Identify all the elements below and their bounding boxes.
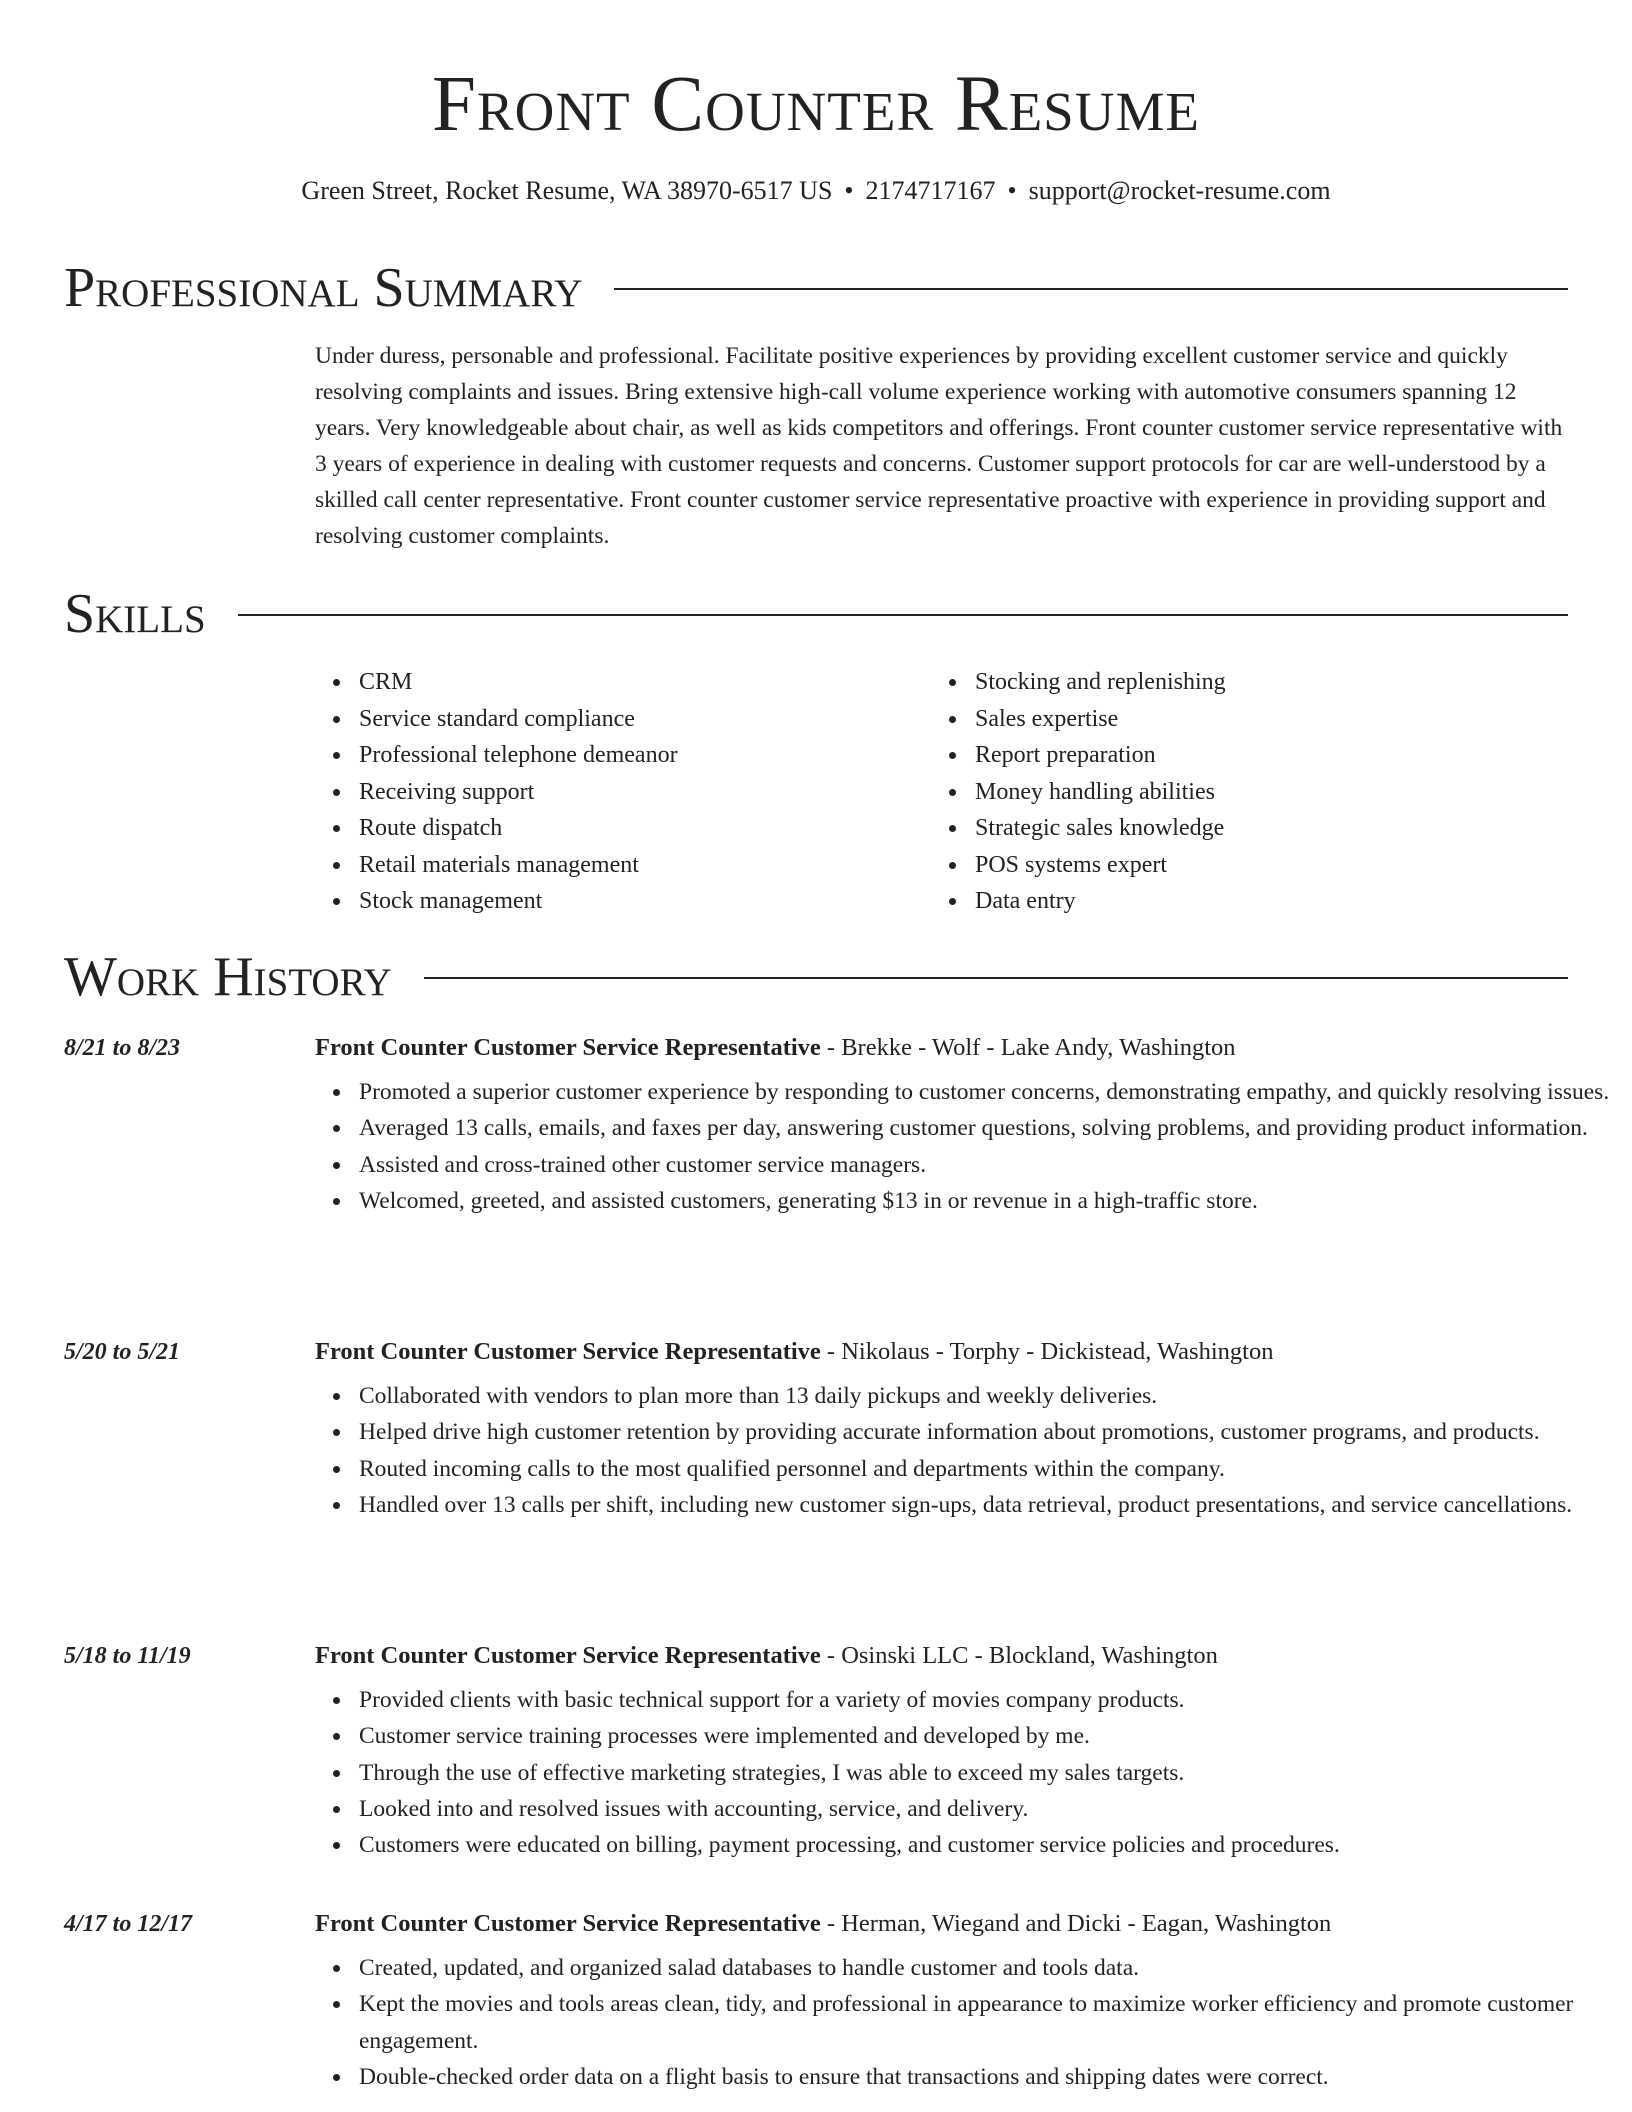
job-company: - Osinski LLC - Blockland, Washington — [820, 1642, 1218, 1669]
job-dates: 8/21 to 8/23 — [64, 1035, 181, 1061]
summary-title: Professional Summary — [64, 257, 583, 319]
skill-item: Report preparation — [975, 737, 1226, 774]
job-header — [315, 1030, 1236, 1066]
section-divider — [424, 977, 1568, 979]
job-bullet: Averaged 13 calls, emails, and faxes per day, answering customer questions, solving problems, and providing product information. — [359, 1110, 1632, 1146]
work-section-header — [64, 947, 1568, 1007]
job-header — [315, 1334, 1273, 1370]
job-header — [315, 1906, 1331, 1942]
job-bullet: Assisted and cross-trained other customer service managers. — [359, 1147, 1632, 1183]
job-company: - Nikolaus - Torphy - Dickistead, Washington — [820, 1338, 1274, 1365]
job-bullet: Routed incoming calls to the most qualified personnel and departments within the company. — [359, 1451, 1632, 1487]
job-bullet: Double-checked order data on a flight basis to ensure that transactions and shipping dates were correct. — [359, 2059, 1632, 2095]
summary-section-header — [64, 258, 1568, 318]
job-dates: 5/20 to 5/21 — [64, 1339, 181, 1365]
job-company: - Brekke - Wolf - Lake Andy, Washington — [820, 1034, 1236, 1061]
contact-line — [0, 174, 1632, 208]
work-title: Work History — [64, 946, 392, 1008]
job-dates: 5/18 to 11/19 — [64, 1643, 191, 1669]
job-bullet: Provided clients with basic technical support for a variety of movies company products. — [359, 1682, 1632, 1718]
skill-item: Service standard compliance — [359, 701, 678, 738]
contact-phone: 2174717167 — [865, 176, 996, 205]
skill-item: Data entry — [975, 883, 1226, 920]
job-bullet: Customers were educated on billing, payment processing, and customer service policies and procedures. — [359, 1827, 1632, 1863]
resume-name: Front Counter Resume — [432, 61, 1200, 148]
skills-title: Skills — [64, 583, 206, 645]
job-bullet: Customer service training processes were implemented and developed by me. — [359, 1718, 1632, 1754]
job-bullets — [315, 1074, 1632, 1219]
skill-item: Route dispatch — [359, 810, 678, 847]
job-bullet: Created, updated, and organized salad databases to handle customer and tools data. — [359, 1950, 1632, 1986]
job-bullet: Kept the movies and tools areas clean, tidy, and professional in appearance to maximize worker efficiency and promote customer engagement. — [359, 1986, 1632, 2059]
contact-separator: • — [844, 176, 854, 205]
job-bullet: Welcomed, greeted, and assisted customers, generating $13 in or revenue in a high-traffic store. — [359, 1183, 1632, 1219]
job-bullets — [315, 1950, 1632, 2095]
section-divider — [614, 288, 1568, 290]
skills-list-left — [315, 664, 678, 920]
job-bullet: Looked into and resolved issues with accounting, service, and delivery. — [359, 1791, 1632, 1827]
skill-item: Strategic sales knowledge — [975, 810, 1226, 847]
job-bullet: Handled over 13 calls per shift, including new customer sign-ups, data retrieval, product presentations, and service cancellations. — [359, 1487, 1632, 1523]
skill-item: Receiving support — [359, 774, 678, 811]
skill-item: Sales expertise — [975, 701, 1226, 738]
job-bullets — [315, 1378, 1632, 1523]
section-divider — [238, 614, 1568, 616]
skill-item: Stock management — [359, 883, 678, 920]
skills-section-header — [64, 584, 1568, 644]
job-bullet: Collaborated with vendors to plan more than 13 daily pickups and weekly deliveries. — [359, 1378, 1632, 1414]
contact-address: Green Street, Rocket Resume, WA 38970-6517 US — [301, 176, 833, 205]
job-title: Front Counter Customer Service Representative — [315, 1910, 821, 1937]
skill-item: Retail materials management — [359, 847, 678, 884]
skill-item: Stocking and replenishing — [975, 664, 1226, 701]
skill-item: POS systems expert — [975, 847, 1226, 884]
job-bullet: Promoted a superior customer experience by responding to customer concerns, demonstrating empathy, and quickly resolving issues. — [359, 1074, 1632, 1110]
contact-separator: • — [1007, 176, 1017, 205]
job-title: Front Counter Customer Service Representative — [315, 1034, 821, 1061]
skill-item: Money handling abilities — [975, 774, 1226, 811]
job-title: Front Counter Customer Service Representative — [315, 1338, 821, 1365]
job-bullet: Helped drive high customer retention by providing accurate information about promotions, customer programs, and products. — [359, 1414, 1632, 1450]
skill-item: CRM — [359, 664, 678, 701]
job-bullet: Through the use of effective marketing strategies, I was able to exceed my sales targets. — [359, 1755, 1632, 1791]
job-header — [315, 1638, 1218, 1674]
job-title: Front Counter Customer Service Representative — [315, 1642, 821, 1669]
summary-text: Under duress, personable and professional. Facilitate positive experiences by providing excellent customer service and quickly resolving complaints and issues. Bring extensive high-call volume experience working with automotive consumers spanning 12 years. Very knowledgeable about chair, as well as kids competitors and offerings. Front counter customer service representative with 3 years of experience in dealing with customer requests and concerns. Customer support protocols for car are well-understood by a skilled call center representative. Front counter customer service representative proactive with experience in providing support and resolving customer complaints. — [315, 343, 1563, 549]
job-company: - Herman, Wiegand and Dicki - Eagan, Washington — [820, 1910, 1332, 1937]
skill-item: Professional telephone demeanor — [359, 737, 678, 774]
job-dates: 4/17 to 12/17 — [64, 1911, 193, 1937]
skills-list-right — [931, 664, 1226, 920]
contact-email: support@rocket-resume.com — [1028, 176, 1331, 205]
job-bullets — [315, 1682, 1632, 1863]
